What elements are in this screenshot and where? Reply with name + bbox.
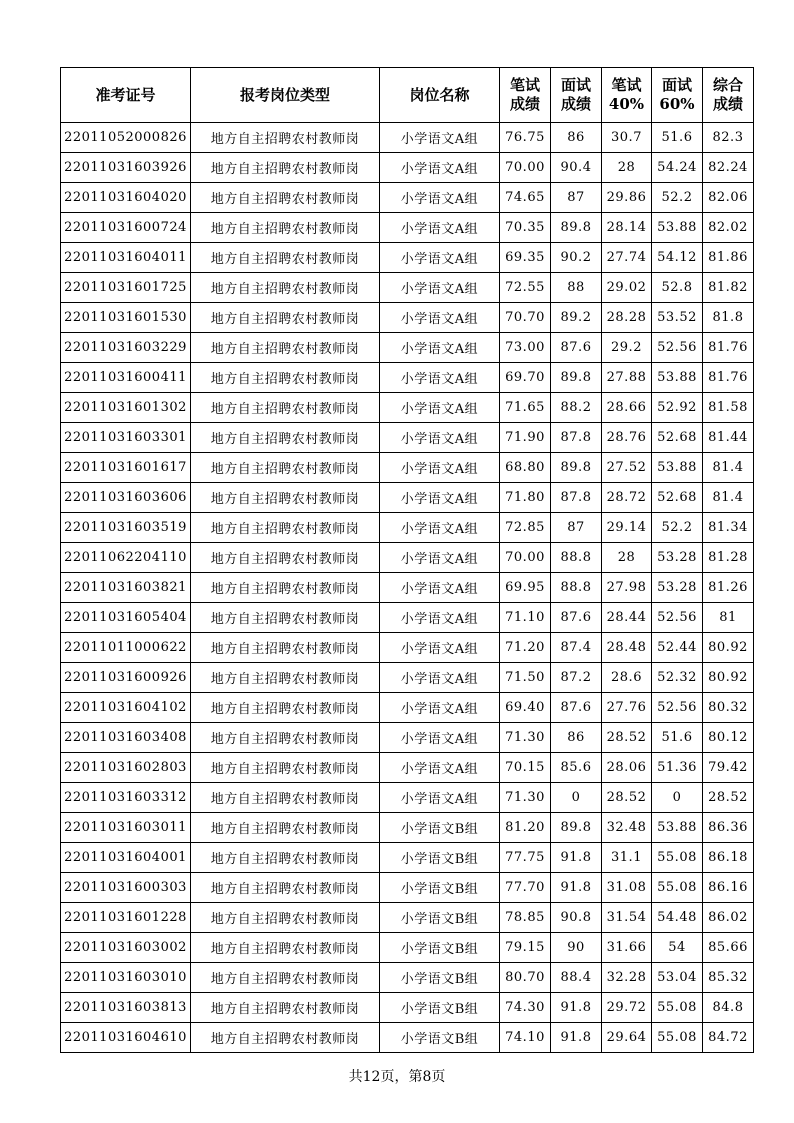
cell-admission-number: 22011011000622: [61, 633, 191, 663]
cell-position-type: 地方自主招聘农村教师岗: [191, 633, 380, 663]
cell-interview-60: 53.88: [652, 363, 703, 393]
cell-written-score: 71.30: [500, 783, 551, 813]
cell-interview-score: 87: [551, 183, 602, 213]
cell-position-name: 小学语文A组: [380, 153, 500, 183]
cell-position-type: 地方自主招聘农村教师岗: [191, 153, 380, 183]
cell-position-type: 地方自主招聘农村教师岗: [191, 753, 380, 783]
cell-position-name: 小学语文A组: [380, 123, 500, 153]
cell-interview-score: 89.8: [551, 813, 602, 843]
cell-position-type: 地方自主招聘农村教师岗: [191, 213, 380, 243]
table-row: [61, 783, 754, 813]
cell-interview-60: 52.68: [652, 423, 703, 453]
cell-written-40: 29.02: [602, 273, 652, 303]
cell-interview-score: 89.8: [551, 453, 602, 483]
cell-total-score: 81: [703, 603, 754, 633]
cell-position-name: 小学语文A组: [380, 363, 500, 393]
cell-interview-score: 91.8: [551, 843, 602, 873]
cell-position-type: 地方自主招聘农村教师岗: [191, 513, 380, 543]
cell-interview-score: 0: [551, 783, 602, 813]
cell-total-score: 79.42: [703, 753, 754, 783]
cell-total-score: 81.82: [703, 273, 754, 303]
cell-admission-number: 22011031603813: [61, 993, 191, 1023]
cell-interview-60: 52.2: [652, 513, 703, 543]
table-row: [61, 543, 754, 573]
table-row: [61, 243, 754, 273]
cell-admission-number: 22011031603301: [61, 423, 191, 453]
cell-interview-score: 87: [551, 513, 602, 543]
cell-written-score: 78.85: [500, 903, 551, 933]
cell-position-name: 小学语文A组: [380, 543, 500, 573]
cell-admission-number: 22011031604020: [61, 183, 191, 213]
cell-written-40: 28: [602, 153, 652, 183]
cell-position-type: 地方自主招聘农村教师岗: [191, 963, 380, 993]
table-row: [61, 153, 754, 183]
cell-written-score: 74.10: [500, 1023, 551, 1053]
cell-position-type: 地方自主招聘农村教师岗: [191, 423, 380, 453]
cell-position-name: 小学语文A组: [380, 243, 500, 273]
cell-written-score: 70.35: [500, 213, 551, 243]
cell-written-40: 28.6: [602, 663, 652, 693]
cell-admission-number: 22011031603312: [61, 783, 191, 813]
cell-interview-score: 86: [551, 723, 602, 753]
cell-interview-60: 55.08: [652, 993, 703, 1023]
cell-total-score: 85.32: [703, 963, 754, 993]
cell-total-score: 28.52: [703, 783, 754, 813]
table-row: [61, 633, 754, 663]
table-row: [61, 723, 754, 753]
table-row: [61, 453, 754, 483]
cell-interview-score: 91.8: [551, 873, 602, 903]
cell-written-40: 28.28: [602, 303, 652, 333]
cell-written-score: 81.20: [500, 813, 551, 843]
cell-total-score: 82.02: [703, 213, 754, 243]
cell-written-score: 74.65: [500, 183, 551, 213]
cell-interview-60: 52.44: [652, 633, 703, 663]
cell-written-40: 29.2: [602, 333, 652, 363]
table-row: [61, 873, 754, 903]
header-admission-number: 准考证号: [61, 68, 191, 123]
cell-admission-number: 22011031604610: [61, 1023, 191, 1053]
cell-total-score: 86.18: [703, 843, 754, 873]
cell-position-type: 地方自主招聘农村教师岗: [191, 363, 380, 393]
cell-total-score: 86.16: [703, 873, 754, 903]
cell-written-score: 71.65: [500, 393, 551, 423]
table-row: [61, 933, 754, 963]
cell-total-score: 84.72: [703, 1023, 754, 1053]
cell-written-score: 71.80: [500, 483, 551, 513]
cell-total-score: 80.12: [703, 723, 754, 753]
cell-written-score: 79.15: [500, 933, 551, 963]
cell-written-score: 70.00: [500, 543, 551, 573]
cell-admission-number: 22011031605404: [61, 603, 191, 633]
cell-position-name: 小学语文A组: [380, 693, 500, 723]
cell-interview-60: 52.56: [652, 693, 703, 723]
cell-total-score: 81.58: [703, 393, 754, 423]
cell-position-type: 地方自主招聘农村教师岗: [191, 843, 380, 873]
cell-written-score: 77.75: [500, 843, 551, 873]
cell-admission-number: 22011062204110: [61, 543, 191, 573]
cell-position-name: 小学语文A组: [380, 603, 500, 633]
cell-interview-score: 89.8: [551, 363, 602, 393]
cell-position-type: 地方自主招聘农村教师岗: [191, 603, 380, 633]
cell-written-40: 28.76: [602, 423, 652, 453]
cell-position-name: 小学语文A组: [380, 273, 500, 303]
cell-admission-number: 22011031600724: [61, 213, 191, 243]
cell-written-40: 32.48: [602, 813, 652, 843]
cell-interview-score: 88.8: [551, 573, 602, 603]
table-row: [61, 693, 754, 723]
cell-written-score: 71.90: [500, 423, 551, 453]
cell-written-40: 28.52: [602, 783, 652, 813]
cell-position-type: 地方自主招聘农村教师岗: [191, 1023, 380, 1053]
cell-written-score: 71.30: [500, 723, 551, 753]
cell-admission-number: 22011031603408: [61, 723, 191, 753]
cell-total-score: 84.8: [703, 993, 754, 1023]
cell-interview-score: 90: [551, 933, 602, 963]
header-position-type: 报考岗位类型: [191, 68, 380, 123]
cell-position-name: 小学语文B组: [380, 1023, 500, 1053]
table-row: [61, 333, 754, 363]
cell-interview-60: 51.6: [652, 723, 703, 753]
cell-written-40: 27.98: [602, 573, 652, 603]
cell-interview-score: 90.2: [551, 243, 602, 273]
cell-interview-score: 90.8: [551, 903, 602, 933]
cell-written-score: 69.70: [500, 363, 551, 393]
table-row: [61, 1023, 754, 1053]
cell-position-type: 地方自主招聘农村教师岗: [191, 483, 380, 513]
table-row: [61, 123, 754, 153]
cell-written-score: 77.70: [500, 873, 551, 903]
header-total-score: 综合 成绩: [703, 68, 754, 123]
cell-written-score: 76.75: [500, 123, 551, 153]
table-row: [61, 963, 754, 993]
cell-interview-60: 52.92: [652, 393, 703, 423]
cell-position-type: 地方自主招聘农村教师岗: [191, 723, 380, 753]
cell-written-score: 73.00: [500, 333, 551, 363]
cell-written-40: 27.74: [602, 243, 652, 273]
cell-position-name: 小学语文A组: [380, 483, 500, 513]
cell-interview-60: 53.28: [652, 573, 703, 603]
table-row: [61, 303, 754, 333]
cell-position-name: 小学语文B组: [380, 993, 500, 1023]
cell-total-score: 82.24: [703, 153, 754, 183]
cell-interview-60: 51.6: [652, 123, 703, 153]
cell-interview-60: 52.32: [652, 663, 703, 693]
table-row: [61, 663, 754, 693]
cell-interview-60: 53.88: [652, 813, 703, 843]
cell-interview-60: 55.08: [652, 1023, 703, 1053]
table-row: [61, 363, 754, 393]
cell-interview-60: 53.28: [652, 543, 703, 573]
cell-position-name: 小学语文A组: [380, 303, 500, 333]
cell-admission-number: 22011031601617: [61, 453, 191, 483]
cell-position-name: 小学语文A组: [380, 513, 500, 543]
cell-written-40: 28.44: [602, 603, 652, 633]
cell-position-type: 地方自主招聘农村教师岗: [191, 393, 380, 423]
cell-interview-score: 91.8: [551, 993, 602, 1023]
cell-written-40: 32.28: [602, 963, 652, 993]
cell-total-score: 81.86: [703, 243, 754, 273]
cell-written-40: 28.14: [602, 213, 652, 243]
cell-total-score: 81.26: [703, 573, 754, 603]
cell-total-score: 82.06: [703, 183, 754, 213]
cell-interview-60: 51.36: [652, 753, 703, 783]
cell-total-score: 81.34: [703, 513, 754, 543]
cell-written-score: 74.30: [500, 993, 551, 1023]
cell-admission-number: 22011031603010: [61, 963, 191, 993]
cell-total-score: 81.4: [703, 453, 754, 483]
cell-total-score: 80.32: [703, 693, 754, 723]
cell-total-score: 82.3: [703, 123, 754, 153]
cell-interview-60: 52.56: [652, 333, 703, 363]
cell-written-score: 69.35: [500, 243, 551, 273]
cell-interview-score: 88.8: [551, 543, 602, 573]
cell-admission-number: 22011031601725: [61, 273, 191, 303]
cell-written-40: 28: [602, 543, 652, 573]
score-table: [60, 67, 754, 1053]
header-written-score: 笔试 成绩: [500, 68, 551, 123]
cell-admission-number: 22011031600303: [61, 873, 191, 903]
cell-position-type: 地方自主招聘农村教师岗: [191, 333, 380, 363]
cell-interview-60: 53.88: [652, 213, 703, 243]
cell-interview-score: 88: [551, 273, 602, 303]
cell-position-name: 小学语文A组: [380, 213, 500, 243]
cell-interview-score: 89.2: [551, 303, 602, 333]
cell-total-score: 81.28: [703, 543, 754, 573]
cell-interview-score: 87.4: [551, 633, 602, 663]
cell-position-type: 地方自主招聘农村教师岗: [191, 663, 380, 693]
header-interview-score: 面试 成绩: [551, 68, 602, 123]
cell-position-name: 小学语文B组: [380, 963, 500, 993]
cell-total-score: 86.02: [703, 903, 754, 933]
cell-position-name: 小学语文A组: [380, 753, 500, 783]
cell-interview-score: 85.6: [551, 753, 602, 783]
cell-interview-60: 55.08: [652, 843, 703, 873]
cell-admission-number: 22011031604011: [61, 243, 191, 273]
cell-position-type: 地方自主招聘农村教师岗: [191, 693, 380, 723]
cell-admission-number: 22011031603002: [61, 933, 191, 963]
cell-interview-60: 53.88: [652, 453, 703, 483]
cell-total-score: 81.4: [703, 483, 754, 513]
cell-total-score: 85.66: [703, 933, 754, 963]
cell-interview-60: 54.12: [652, 243, 703, 273]
cell-admission-number: 22011031603011: [61, 813, 191, 843]
cell-admission-number: 22011031601228: [61, 903, 191, 933]
cell-written-score: 80.70: [500, 963, 551, 993]
cell-written-40: 28.66: [602, 393, 652, 423]
cell-admission-number: 22011031600411: [61, 363, 191, 393]
cell-admission-number: 22011031603519: [61, 513, 191, 543]
cell-written-40: 31.66: [602, 933, 652, 963]
cell-written-score: 72.55: [500, 273, 551, 303]
cell-position-type: 地方自主招聘农村教师岗: [191, 873, 380, 903]
cell-position-name: 小学语文A组: [380, 723, 500, 753]
table-row: [61, 813, 754, 843]
cell-position-name: 小学语文A组: [380, 423, 500, 453]
cell-interview-score: 88.2: [551, 393, 602, 423]
cell-position-type: 地方自主招聘农村教师岗: [191, 933, 380, 963]
cell-written-40: 29.14: [602, 513, 652, 543]
table-row: [61, 393, 754, 423]
cell-total-score: 81.76: [703, 363, 754, 393]
cell-position-type: 地方自主招聘农村教师岗: [191, 993, 380, 1023]
cell-total-score: 80.92: [703, 633, 754, 663]
cell-interview-score: 90.4: [551, 153, 602, 183]
cell-admission-number: 22011031602803: [61, 753, 191, 783]
cell-total-score: 80.92: [703, 663, 754, 693]
cell-written-40: 29.64: [602, 1023, 652, 1053]
cell-position-name: 小学语文A组: [380, 453, 500, 483]
cell-interview-60: 55.08: [652, 873, 703, 903]
cell-written-40: 29.86: [602, 183, 652, 213]
cell-written-score: 71.20: [500, 633, 551, 663]
cell-written-40: 30.7: [602, 123, 652, 153]
cell-total-score: 86.36: [703, 813, 754, 843]
cell-position-name: 小学语文B组: [380, 843, 500, 873]
cell-interview-60: 54: [652, 933, 703, 963]
cell-interview-60: 54.48: [652, 903, 703, 933]
cell-position-name: 小学语文A组: [380, 183, 500, 213]
cell-interview-60: 53.04: [652, 963, 703, 993]
header-position-name: 岗位名称: [380, 68, 500, 123]
cell-admission-number: 22011031604001: [61, 843, 191, 873]
cell-interview-score: 87.6: [551, 603, 602, 633]
cell-interview-60: 52.2: [652, 183, 703, 213]
cell-position-name: 小学语文A组: [380, 633, 500, 663]
cell-total-score: 81.8: [703, 303, 754, 333]
table-row: [61, 753, 754, 783]
cell-written-40: 28.06: [602, 753, 652, 783]
cell-written-40: 27.52: [602, 453, 652, 483]
table-row: [61, 603, 754, 633]
cell-position-name: 小学语文B组: [380, 873, 500, 903]
cell-written-40: 31.1: [602, 843, 652, 873]
cell-interview-60: 52.8: [652, 273, 703, 303]
cell-written-40: 28.52: [602, 723, 652, 753]
cell-admission-number: 22011031603606: [61, 483, 191, 513]
cell-written-score: 69.40: [500, 693, 551, 723]
header-written-40: 笔试 40%: [602, 68, 652, 123]
table-row: [61, 183, 754, 213]
table-row: [61, 423, 754, 453]
cell-interview-score: 87.6: [551, 333, 602, 363]
cell-position-type: 地方自主招聘农村教师岗: [191, 783, 380, 813]
cell-position-type: 地方自主招聘农村教师岗: [191, 183, 380, 213]
cell-written-40: 31.54: [602, 903, 652, 933]
cell-written-40: 28.72: [602, 483, 652, 513]
cell-written-score: 70.15: [500, 753, 551, 783]
header-interview-60: 面试 60%: [652, 68, 703, 123]
table-header-row: [61, 68, 754, 123]
table-row: [61, 213, 754, 243]
cell-position-name: 小学语文A组: [380, 333, 500, 363]
cell-admission-number: 22011031603926: [61, 153, 191, 183]
cell-written-40: 27.76: [602, 693, 652, 723]
table-row: [61, 573, 754, 603]
page-footer: 共12页，第8页: [348, 1069, 446, 1085]
cell-interview-score: 87.8: [551, 483, 602, 513]
cell-written-score: 72.85: [500, 513, 551, 543]
cell-position-type: 地方自主招聘农村教师岗: [191, 813, 380, 843]
cell-admission-number: 22011031603821: [61, 573, 191, 603]
cell-admission-number: 22011031601302: [61, 393, 191, 423]
cell-written-score: 69.95: [500, 573, 551, 603]
cell-written-40: 29.72: [602, 993, 652, 1023]
cell-interview-score: 87.2: [551, 663, 602, 693]
table-row: [61, 993, 754, 1023]
cell-position-type: 地方自主招聘农村教师岗: [191, 543, 380, 573]
cell-interview-60: 52.68: [652, 483, 703, 513]
cell-interview-score: 86: [551, 123, 602, 153]
cell-written-score: 68.80: [500, 453, 551, 483]
table-body: [61, 123, 754, 1053]
table-row: [61, 483, 754, 513]
cell-interview-score: 89.8: [551, 213, 602, 243]
cell-position-type: 地方自主招聘农村教师岗: [191, 123, 380, 153]
cell-admission-number: 22011031600926: [61, 663, 191, 693]
cell-position-name: 小学语文A组: [380, 663, 500, 693]
cell-written-score: 71.50: [500, 663, 551, 693]
cell-written-score: 70.00: [500, 153, 551, 183]
table-row: [61, 843, 754, 873]
cell-total-score: 81.44: [703, 423, 754, 453]
cell-admission-number: 22011031603229: [61, 333, 191, 363]
cell-position-type: 地方自主招聘农村教师岗: [191, 573, 380, 603]
cell-interview-60: 54.24: [652, 153, 703, 183]
cell-position-type: 地方自主招聘农村教师岗: [191, 243, 380, 273]
cell-interview-60: 53.52: [652, 303, 703, 333]
cell-written-score: 71.10: [500, 603, 551, 633]
cell-interview-score: 87.8: [551, 423, 602, 453]
cell-interview-60: 52.56: [652, 603, 703, 633]
cell-position-name: 小学语文B组: [380, 813, 500, 843]
cell-written-40: 28.48: [602, 633, 652, 663]
cell-admission-number: 22011031604102: [61, 693, 191, 723]
cell-position-type: 地方自主招聘农村教师岗: [191, 903, 380, 933]
cell-position-name: 小学语文A组: [380, 783, 500, 813]
cell-position-type: 地方自主招聘农村教师岗: [191, 273, 380, 303]
cell-written-score: 70.70: [500, 303, 551, 333]
cell-interview-score: 87.6: [551, 693, 602, 723]
cell-written-40: 27.88: [602, 363, 652, 393]
cell-position-name: 小学语文B组: [380, 903, 500, 933]
cell-position-name: 小学语文A组: [380, 573, 500, 603]
cell-position-name: 小学语文B组: [380, 933, 500, 963]
cell-interview-score: 88.4: [551, 963, 602, 993]
cell-position-name: 小学语文A组: [380, 393, 500, 423]
cell-admission-number: 22011031601530: [61, 303, 191, 333]
cell-written-40: 31.08: [602, 873, 652, 903]
cell-interview-60: 0: [652, 783, 703, 813]
cell-total-score: 81.76: [703, 333, 754, 363]
table-row: [61, 903, 754, 933]
cell-admission-number: 22011052000826: [61, 123, 191, 153]
cell-position-type: 地方自主招聘农村教师岗: [191, 303, 380, 333]
table-row: [61, 513, 754, 543]
table-row: [61, 273, 754, 303]
cell-position-type: 地方自主招聘农村教师岗: [191, 453, 380, 483]
cell-interview-score: 91.8: [551, 1023, 602, 1053]
